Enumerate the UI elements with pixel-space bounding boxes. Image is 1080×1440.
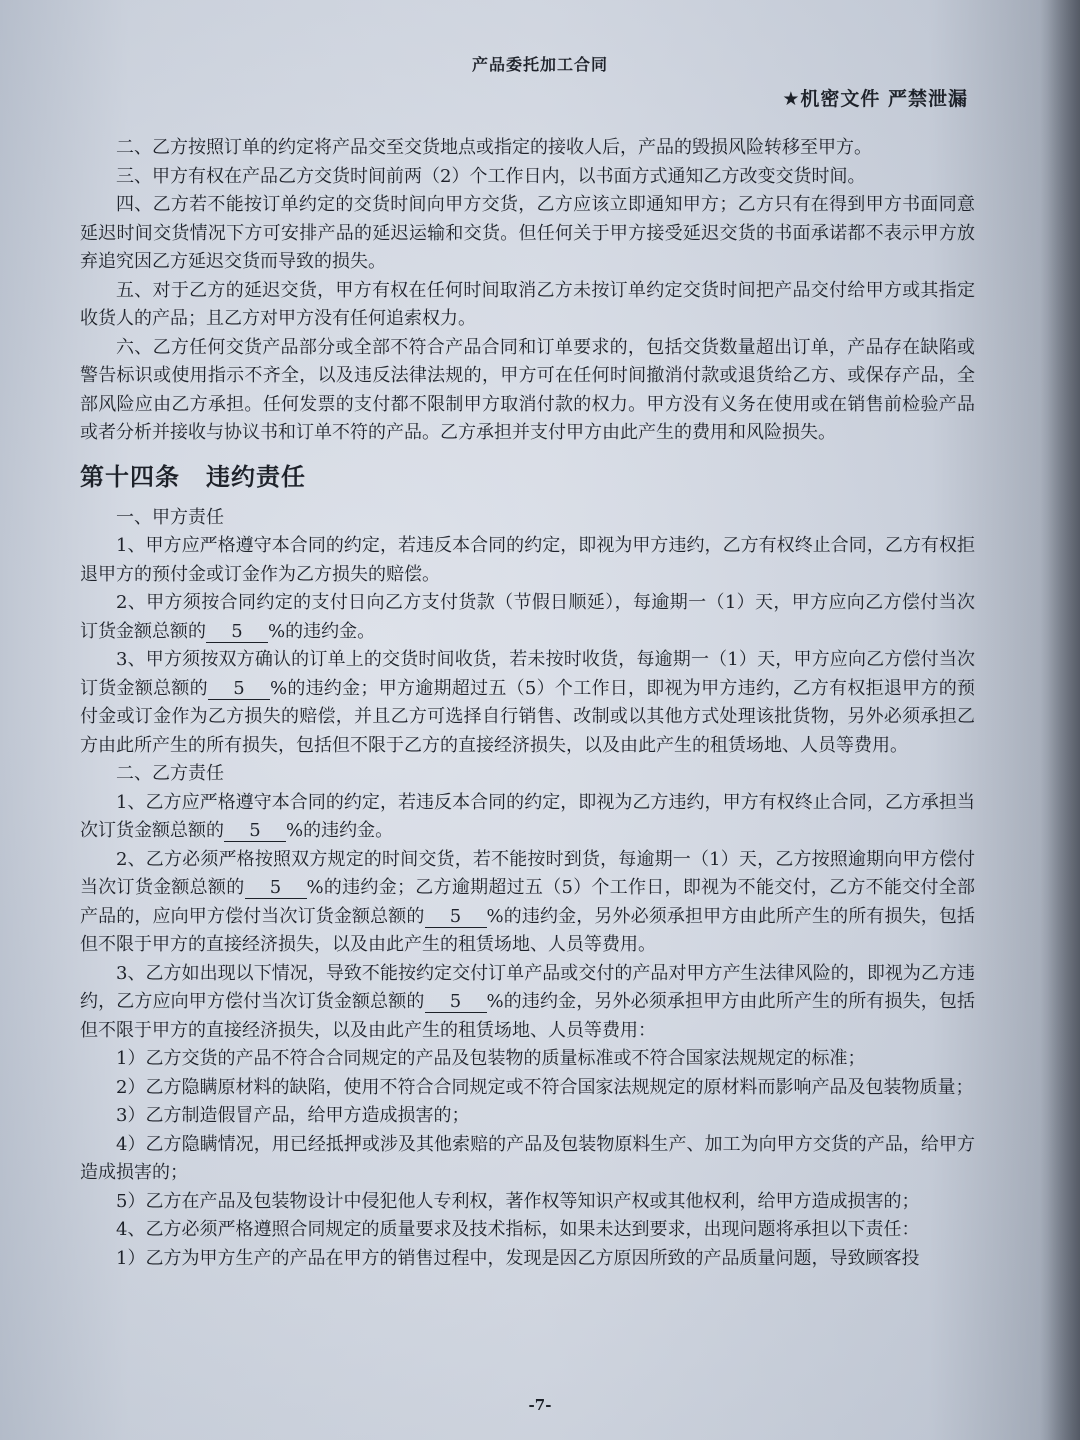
party-a-item-3 (80, 646, 975, 760)
party-b-item-3-sub-5: 5）乙方在产品及包装物设计中侵犯他人专利权，著作权等知识产权或其他权利，给甲方造成损害的； (116, 1190, 920, 1212)
party-b-item-1 (80, 789, 975, 846)
fill-blank: 5 (224, 821, 286, 842)
party-b-item-3-sub-1: 1）乙方交货的产品不符合合同规定的产品及包装物的质量标准或不符合国家法规规定的标准； (116, 1048, 866, 1069)
fill-blank: 5 (425, 992, 487, 1013)
page-number: -7- (528, 1396, 552, 1414)
party-a-item-3-text: 3、甲方须按双方确认的订单上的交货时间收货，若未按时收货，每逾期一（1）天，甲方应向乙方偿付当次订货金额总额的 (80, 649, 975, 699)
clause-paragraph-6: 六、乙方任何交货产品部分或全部不符合产品合同和订单要求的，包括交货数量超出订单，产品存在缺陷或警告标识或使用指示不齐全，以及违反法律法规的，甲方可在任何时间撤消付款或退货给乙方、或保存产品，全部风险应由乙方承担。任何发票的支付都不限制甲方取消付款的权力。甲方没有义务在使用或在销售前检验产品或者分析并接收与协议书和订单不符的产品。乙方承担并支付甲方由此产生的费用和风险损失。 (80, 336, 975, 443)
fill-blank: 5 (206, 622, 268, 643)
party-a-item-2-text: 2、甲方须按合同约定的支付日向乙方支付货款（节假日顺延），每逾期一（1）天，甲方应向乙方偿付当次订货金额总额的 (80, 592, 975, 642)
party-b-item-4-sub-1: 1）乙方为甲方生产的产品在甲方的销售过程中，发现是因乙方原因所致的产品质量问题，导致顾客投 (116, 1247, 920, 1269)
party-a-item-3-text-end: %的违约金；甲方逾期超过五（5）个工作日，即视为甲方违约，乙方有权拒退甲方的预付金或订金作为乙方损失的赔偿，并且乙方可选择自行销售、改制或以其他方式处理该批货物，另外必须承担乙方由此所产生的所有损失，包括但不限于乙方的直接经济损失，以及由此产生的租赁场地、人员等费用。 (80, 677, 975, 756)
party-b-item-2 (80, 846, 975, 960)
section-heading (80, 460, 975, 494)
party-b-item-2-text-end: %的违约金，另外必须承担甲方由此所产生的所有损失，包括但不限于甲方的直接经济损失，以及由此产生的租赁场地、人员等费用。 (80, 905, 976, 955)
fill-blank: 5 (245, 878, 307, 899)
party-b-item-4: 4、乙方必须严格遵照合同规定的质量要求及技术指标，如果未达到要求，出现问题将承担以下责任： (116, 1219, 920, 1240)
party-a-item-2 (80, 589, 975, 646)
party-b-item-3-text-end: %的违约金，另外必须承担甲方由此所产生的所有损失，包括但不限于甲方的直接经济损失，以及由此产生的租赁场地、人员等费用： (80, 991, 976, 1041)
party-b-item-3-sub-2: 2）乙方隐瞒原材料的缺陷，使用不符合合同规定或不符合国家法规规定的原材料而影响产品及包装物质量； (116, 1076, 974, 1098)
party-b-item-1-text: 1、乙方应严格遵守本合同的约定，若违反本合同的约定，即视为乙方违约，甲方有权终止合同，乙方承担当次订货金额总额的 (80, 791, 975, 841)
party-b-item-1-text-end: %的违约金。 (286, 820, 394, 841)
party-b-item-2-text-mid: %的违约金；乙方逾期超过五（5）个工作日，即视为不能交付，乙方不能交付全部产品的，应向甲方偿付当次订货金额总额的 (80, 877, 976, 927)
confidential-label: ★机密文件 严禁泄漏 (782, 88, 968, 110)
party-a-item-1: 1、甲方应严格遵守本合同的约定，若违反本合同的约定，即视为甲方违约，乙方有权终止合同，乙方有权拒退甲方的预付金或订金作为乙方损失的赔偿。 (80, 535, 975, 585)
section-number: 第十四条 (80, 462, 180, 491)
party-a-heading: 一、甲方责任 (116, 506, 224, 528)
party-b-item-3-sub-3: 3）乙方制造假冒产品，给甲方造成损害的； (116, 1105, 470, 1126)
fill-blank: 5 (425, 907, 487, 928)
party-a-item-2-text-end: %的违约金。 (268, 620, 376, 642)
party-b-item-3 (80, 960, 975, 1046)
party-b-item-2-text: 2、乙方必须严格按照双方规定的时间交货，若不能按时到货，每逾期一（1）天，乙方按照逾期向甲方偿付当次订货金额总额的 (80, 848, 975, 898)
document-header-title: 产品委托加工合同 (471, 55, 608, 74)
party-b-item-3-sub-4: 4）乙方隐瞒情况，用已经抵押或涉及其他索赔的产品及包装物原料生产、加工为向甲方交货的产品，给甲方造成损害的； (80, 1133, 975, 1183)
document-body (80, 134, 975, 1273)
party-b-heading: 二、乙方责任 (116, 763, 224, 784)
fill-blank: 5 (208, 679, 270, 700)
section-title: 违约责任 (206, 462, 306, 491)
clause-paragraph-3: 三、甲方有权在产品乙方交货时间前两（2）个工作日内，以书面方式通知乙方改变交货时间。 (116, 165, 866, 187)
clause-paragraph-4: 四、乙方若不能按订单约定的交货时间向甲方交货，乙方应该立即通知甲方；乙方只有在得到甲方书面同意延迟时间交货情况下方可安排产品的延迟运输和交货。但任何关于甲方接受延迟交货的书面承诺都不表示甲方放弃追究因乙方延迟交货而导致的损失。 (80, 194, 975, 272)
party-b-item-3-text: 3、乙方如出现以下情况，导致不能按约定交付订单产品或交付的产品对甲方产生法律风险的，即视为乙方违约，乙方应向甲方偿付当次订货金额总额的 (80, 962, 975, 1012)
clause-paragraph-5: 五、对于乙方的延迟交货，甲方有权在任何时间取消乙方未按订单约定交货时间把产品交付给甲方或其指定收货人的产品；且乙方对甲方没有任何追索权力。 (80, 279, 975, 329)
clause-paragraph-2: 二、乙方按照订单的约定将产品交至交货地点或指定的接收人后，产品的毁损风险转移至甲方。 (116, 137, 872, 158)
